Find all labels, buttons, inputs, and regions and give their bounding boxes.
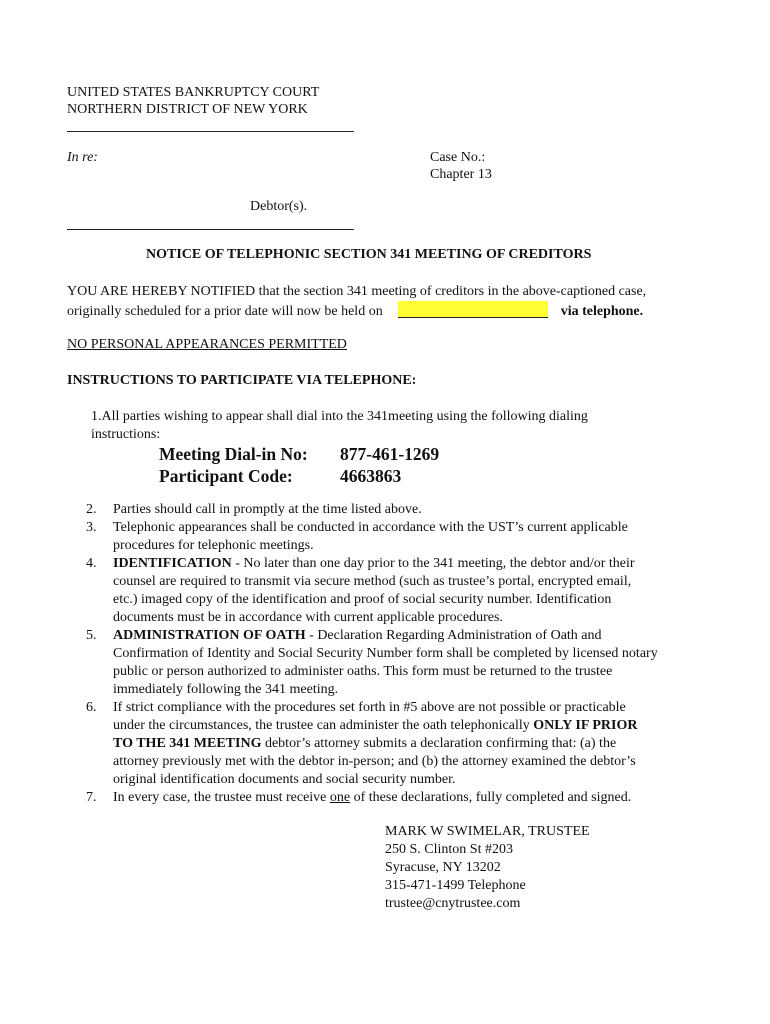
item-text-plain: of these declarations, fully completed and signed. [350, 790, 632, 805]
caption-divider-top [67, 131, 354, 132]
item-text: documents must be in accordance with current applicable procedures. [113, 610, 503, 625]
instructions-heading: INSTRUCTIONS TO PARTICIPATE VIA TELEPHONE: [67, 373, 417, 388]
item-text: immediately following the 341 meeting. [113, 682, 339, 697]
notice-line-1: YOU ARE HEREBY NOTIFIED that the section 341 meeting of creditors in the above-captioned case, [67, 284, 647, 299]
oath-heading: ADMINISTRATION OF OATH [113, 628, 306, 643]
meeting-date-field[interactable] [398, 301, 548, 318]
no-appearances-notice: NO PERSONAL APPEARANCES PERMITTED [67, 337, 347, 352]
dialing-instructions-line-2: instructions: [91, 427, 161, 442]
list-item [66, 555, 706, 627]
item-number: 7. [86, 790, 97, 805]
dial-in-number: 877-461-1269 [340, 444, 440, 464]
item-text: original identification documents and social security number. [113, 772, 456, 787]
item-text: counsel are required to transmit via secure method (such as trustee’s portal, encrypted email, [113, 574, 632, 589]
court-name: UNITED STATES BANKRUPTCY COURT [67, 85, 320, 100]
item-text-plain: In every case, the trustee must receive [113, 790, 330, 805]
item-text: Telephonic appearances shall be conducted in accordance with the UST’s current applicable [113, 520, 628, 535]
item-number: 2. [86, 502, 97, 517]
list-item [66, 627, 706, 699]
caption-divider-bottom [67, 229, 354, 230]
via-telephone: via telephone. [560, 304, 644, 319]
trustee-phone: 315-471-1499 Telephone [385, 878, 526, 893]
debtor-label: Debtor(s). [250, 199, 308, 214]
trustee-address-city: Syracuse, NY 13202 [385, 860, 501, 875]
item-text: Confirmation of Identity and Social Security Number form shall be completed by licensed notary [113, 646, 658, 661]
list-item [66, 699, 706, 789]
item-text: public or person authorized to administer oaths. This form must be returned to the trustee [113, 664, 613, 679]
notice-title: NOTICE OF TELEPHONIC SECTION 341 MEETING OF CREDITORS [146, 247, 592, 262]
item-text-plain: debtor’s attorney submits a declaration confirming that: (a) the [261, 736, 617, 751]
item-text-underlined: one [329, 790, 351, 805]
case-number-label: Case No.: [430, 150, 486, 165]
item-text: If strict compliance with the procedures set forth in #5 above are not possible or practicable [113, 700, 626, 715]
identification-heading: IDENTIFICATION [113, 556, 232, 571]
item-text [113, 789, 706, 807]
notice-line-2 [67, 301, 643, 321]
item-number: 6. [86, 700, 97, 715]
dialing-instructions-line-1: 1.All parties wishing to appear shall dial into the 341meeting using the following dialing [91, 409, 588, 424]
dial-in-label: Meeting Dial-in No: [159, 444, 308, 464]
item-text [113, 717, 706, 735]
item-text: procedures for telephonic meetings. [113, 538, 314, 553]
item-text: Parties should call in promptly at the time listed above. [113, 502, 422, 517]
item-text [113, 627, 706, 645]
instruction-list [66, 501, 706, 807]
trustee-signature-block [385, 823, 590, 913]
item-number: 5. [86, 628, 97, 643]
list-item [66, 519, 706, 555]
list-item [66, 501, 706, 519]
item-text [113, 555, 706, 573]
item-text-emphasis: TO THE 341 MEETING [113, 736, 262, 751]
participant-code-label: Participant Code: [159, 466, 293, 486]
notice-line-2-text: originally scheduled for a prior date will now be held on [67, 304, 383, 319]
trustee-name: MARK W SWIMELAR, TRUSTEE [385, 824, 590, 839]
item-text-plain: under the circumstances, the trustee can administer the oath telephonically [113, 718, 534, 733]
in-re-label: In re: [67, 150, 98, 165]
item-text-rest: - Declaration Regarding Administration of Oath and [305, 628, 602, 643]
court-district: NORTHERN DISTRICT OF NEW YORK [67, 102, 308, 117]
item-text: etc.) imaged copy of the identification and proof of social security number. Identification [113, 592, 612, 607]
chapter-label: Chapter 13 [430, 167, 492, 182]
trustee-address-street: 250 S. Clinton St #203 [385, 842, 513, 857]
item-text: attorney previously met with the debtor in-person; and (b) the attorney examined the debtor’s [113, 754, 636, 769]
item-text-emphasis: ONLY IF PRIOR [533, 718, 638, 733]
item-number: 4. [86, 556, 97, 571]
item-number: 3. [86, 520, 97, 535]
list-item [66, 789, 706, 807]
trustee-email: trustee@cnytrustee.com [385, 896, 521, 911]
participant-code: 4663863 [340, 466, 402, 486]
item-text [113, 735, 706, 753]
item-text-rest: - No later than one day prior to the 341 meeting, the debtor and/or their [231, 556, 635, 571]
